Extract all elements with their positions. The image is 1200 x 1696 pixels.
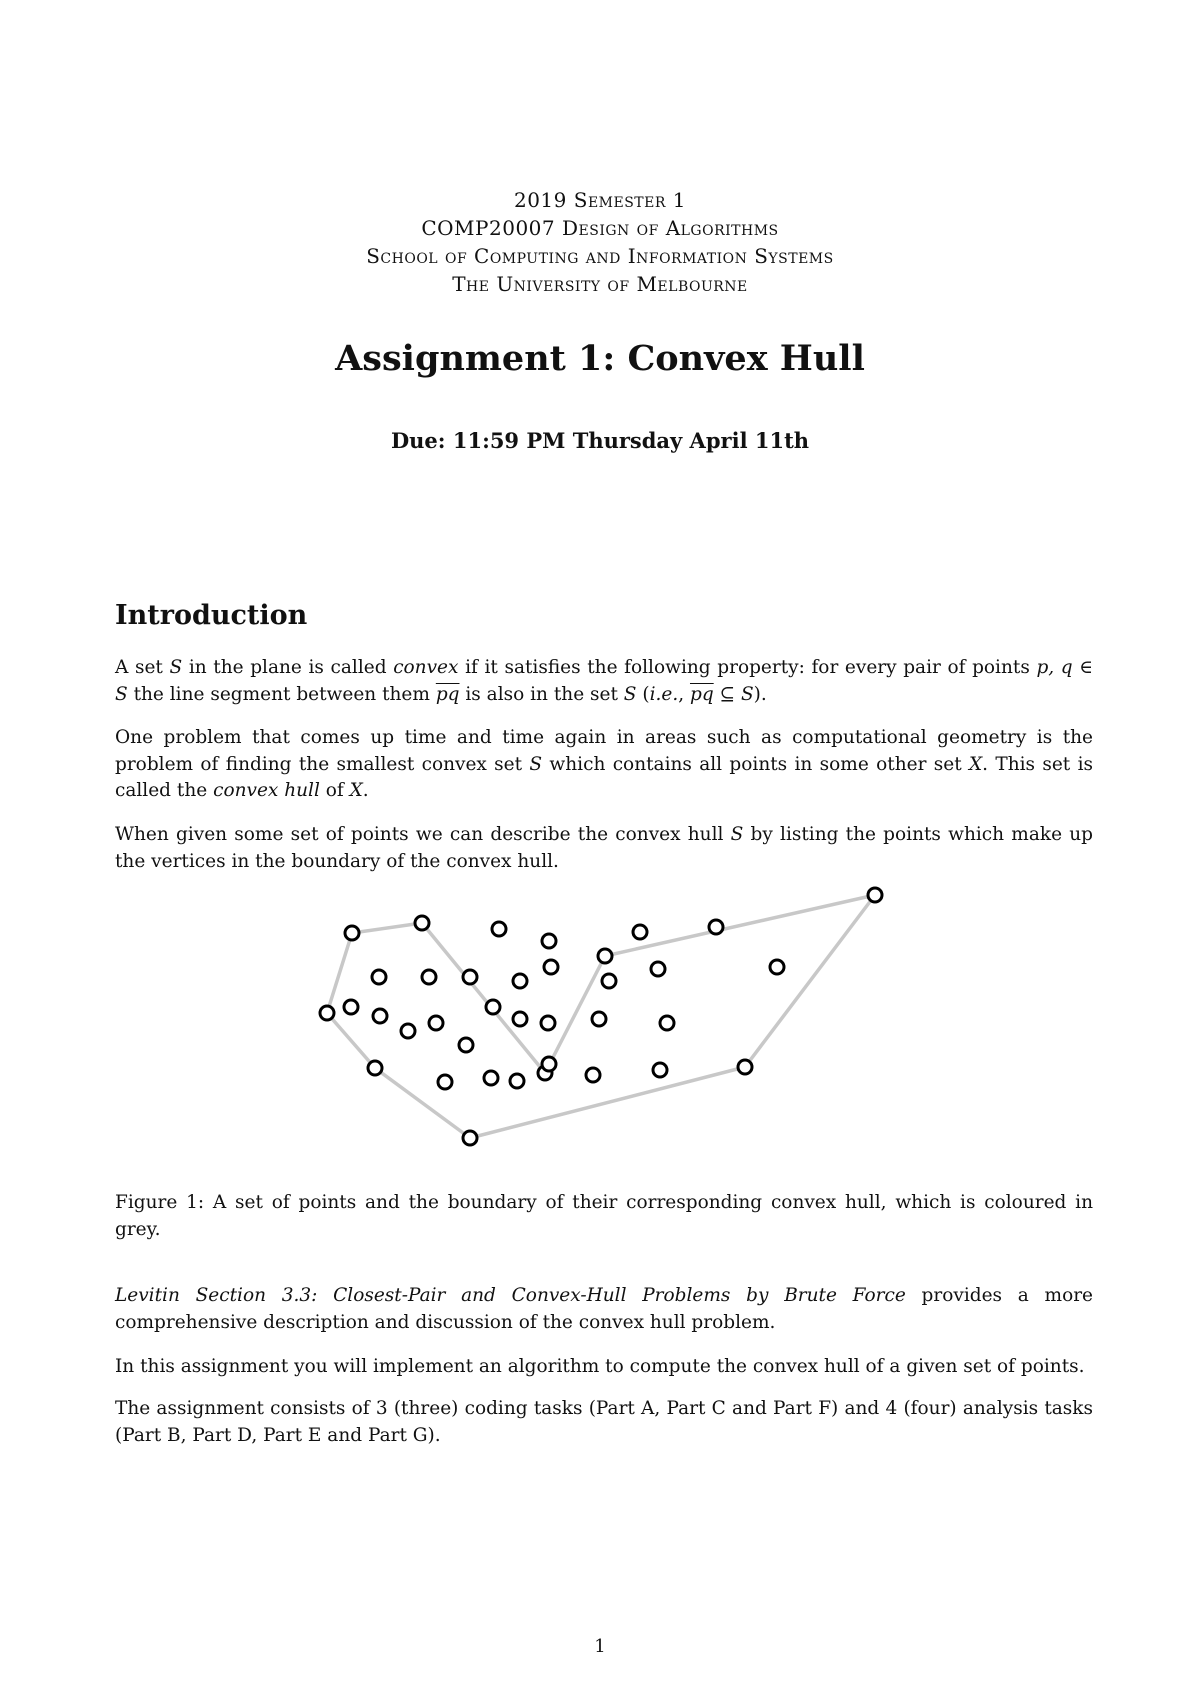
point-marker	[660, 1016, 674, 1030]
point-marker	[541, 1016, 555, 1030]
point-marker	[598, 949, 612, 963]
point-marker	[586, 1068, 600, 1082]
paragraph-reference: Levitin Section 3.3: Closest-Pair and Convex-Hull Problems by Brute Force provides a more comprehensive description and discussion of the convex hull problem.	[115, 1285, 1094, 1333]
header-school: School of Computing and Information Systems	[366, 244, 834, 268]
header-course: COMP20007 Design of Algorithms	[421, 216, 779, 240]
point-marker	[492, 922, 506, 936]
point-marker	[738, 1060, 752, 1074]
header-university: The University of Melbourne	[452, 272, 748, 296]
point-marker	[320, 1006, 334, 1020]
convex-hull-diagram	[300, 880, 900, 1180]
paragraph-hull-description: When given some set of points we can describe the convex hull S by listing the points which make up the vertices in the boundary of the convex hull.	[115, 824, 1093, 872]
point-marker	[484, 1071, 498, 1085]
point-marker	[344, 1000, 358, 1014]
course-header	[0, 186, 1200, 298]
point-marker	[542, 1057, 556, 1071]
paragraph-convex-definition: A set S in the plane is called convex if it satisfies the following property: for every pair of points p, q ∈ S the line segment between them $\overline{pq}$ is also in the set S (i.e., $\overline{pq}$ ⊆ S).	[115, 657, 1093, 705]
point-marker	[592, 1012, 606, 1026]
point-marker	[633, 925, 647, 939]
due-date: Due: 11:59 PM Thursday April 11th	[390, 428, 810, 453]
paragraph-task: In this assignment you will implement an algorithm to compute the convex hull of a given set of points.	[115, 1356, 1085, 1377]
point-marker	[373, 1009, 387, 1023]
point-marker	[438, 1075, 452, 1089]
header-semester: 2019 Semester 1	[513, 188, 686, 212]
paragraph-assignment-parts: The assignment consists of 3 (three) coding tasks (Part A, Part C and Part F) and 4 (four) analysis tasks (Part B, Part D, Part E and Part G).	[115, 1398, 1093, 1446]
page-number: 1	[594, 1636, 606, 1657]
point-marker	[415, 916, 429, 930]
point-marker	[463, 970, 477, 984]
point-marker	[709, 920, 723, 934]
point-marker	[513, 1012, 527, 1026]
point-marker	[602, 974, 616, 988]
point-marker	[868, 888, 882, 902]
point-marker	[368, 1061, 382, 1075]
point-marker	[429, 1016, 443, 1030]
point-marker	[401, 1024, 415, 1038]
point-marker	[463, 1131, 477, 1145]
figure-caption: Figure 1: A set of points and the boundary of their corresponding convex hull, which is coloured in grey.	[115, 1192, 1093, 1240]
point-marker	[345, 926, 359, 940]
assignment-title: Assignment 1: Convex Hull	[335, 338, 865, 379]
point-marker	[510, 1074, 524, 1088]
point-marker	[653, 1063, 667, 1077]
point-marker	[542, 934, 556, 948]
point-marker	[459, 1038, 473, 1052]
point-marker	[422, 970, 436, 984]
point-marker	[770, 960, 784, 974]
point-marker	[544, 960, 558, 974]
textbook-reference: Levitin Section 3.3: Closest-Pair and Convex-Hull Problems by Brute Force	[115, 1285, 906, 1306]
section-heading-introduction: Introduction	[115, 600, 308, 631]
convex-hull-figure	[300, 880, 900, 1180]
point-marker	[651, 962, 665, 976]
point-marker	[372, 970, 386, 984]
paragraph-problem-statement: One problem that comes up time and time again in areas such as computational geometry is the problem of finding the smallest convex set S which contains all points in some other set X. This set is called the convex hull of X.	[115, 727, 1093, 801]
point-marker	[513, 974, 527, 988]
point-marker	[486, 1000, 500, 1014]
